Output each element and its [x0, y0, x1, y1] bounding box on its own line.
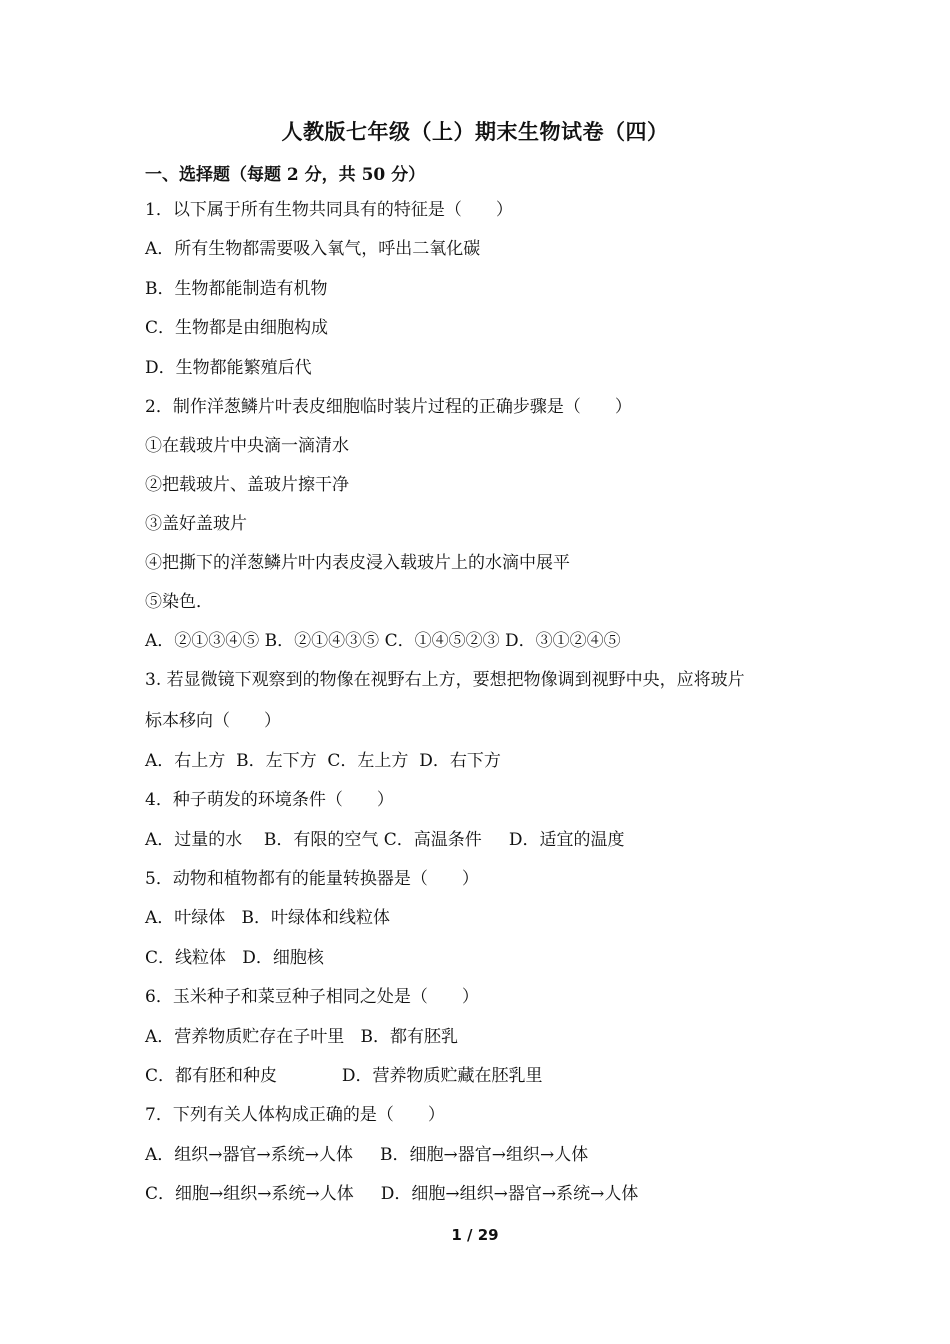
page-number: 1 / 29	[451, 1226, 499, 1244]
step-1: ①在载玻片中央滴一滴清水	[145, 436, 349, 456]
question-3-cont: 标本移向（ ）	[145, 711, 281, 731]
page-title: 人教版七年级（上）期末生物试卷（四）	[281, 119, 669, 144]
question-3: 3. 若显微镜下观察到的物像在视野右上方，要想把物像调到视野中央，应将玻片	[145, 670, 745, 690]
options-6-ab: A．营养物质贮存在子叶里 B．都有胚乳	[145, 1027, 458, 1047]
question-5: 5．动物和植物都有的能量转换器是（ ）	[145, 869, 479, 889]
question-7: 7．下列有关人体构成正确的是（ ）	[145, 1105, 445, 1125]
options-3: A．右上方 B．左下方 C．左上方 D．右下方	[145, 751, 501, 771]
options-4: A．过量的水 B．有限的空气 C．高温条件 D．适宜的温度	[145, 830, 625, 850]
question-4: 4．种子萌发的环境条件（ ）	[145, 790, 394, 810]
step-2: ②把载玻片、盖玻片擦干净	[145, 475, 349, 495]
question-2: 2．制作洋葱鳞片叶表皮细胞临时装片过程的正确步骤是（ ）	[145, 397, 632, 417]
step-4: ④把撕下的洋葱鳞片叶内表皮浸入载玻片上的水滴中展平	[145, 553, 570, 573]
options-6-cd: C．都有胚和种皮 D．营养物质贮藏在胚乳里	[145, 1066, 543, 1086]
option-1b: B．生物都能制造有机物	[145, 279, 328, 299]
option-1c: C．生物都是由细胞构成	[145, 318, 329, 338]
options-5-cd: C．线粒体 D．细胞核	[145, 948, 324, 968]
step-3: ③盖好盖玻片	[145, 514, 247, 534]
step-5: ⑤染色．	[145, 592, 213, 612]
option-1a: A．所有生物都需要吸入氧气，呼出二氧化碳	[145, 239, 481, 259]
options-7-cd: C．细胞→组织→系统→人体 D．细胞→组织→器官→系统→人体	[145, 1184, 639, 1204]
option-1d: D．生物都能繁殖后代	[145, 358, 312, 378]
options-5-ab: A．叶绿体 B．叶绿体和线粒体	[145, 908, 390, 928]
question-1: 1．以下属于所有生物共同具有的特征是（ ）	[145, 200, 513, 220]
question-6: 6．玉米种子和菜豆种子相同之处是（ ）	[145, 987, 479, 1007]
section-heading: 一、选择题（每题 2 分，共 50 分）	[145, 165, 426, 185]
options-7-ab: A．组织→器官→系统→人体 B．细胞→器官→组织→人体	[145, 1145, 589, 1165]
options-2: A．②①③④⑤ B．②①④③⑤ C．①④⑤②③ D．③①②④⑤	[145, 631, 621, 651]
